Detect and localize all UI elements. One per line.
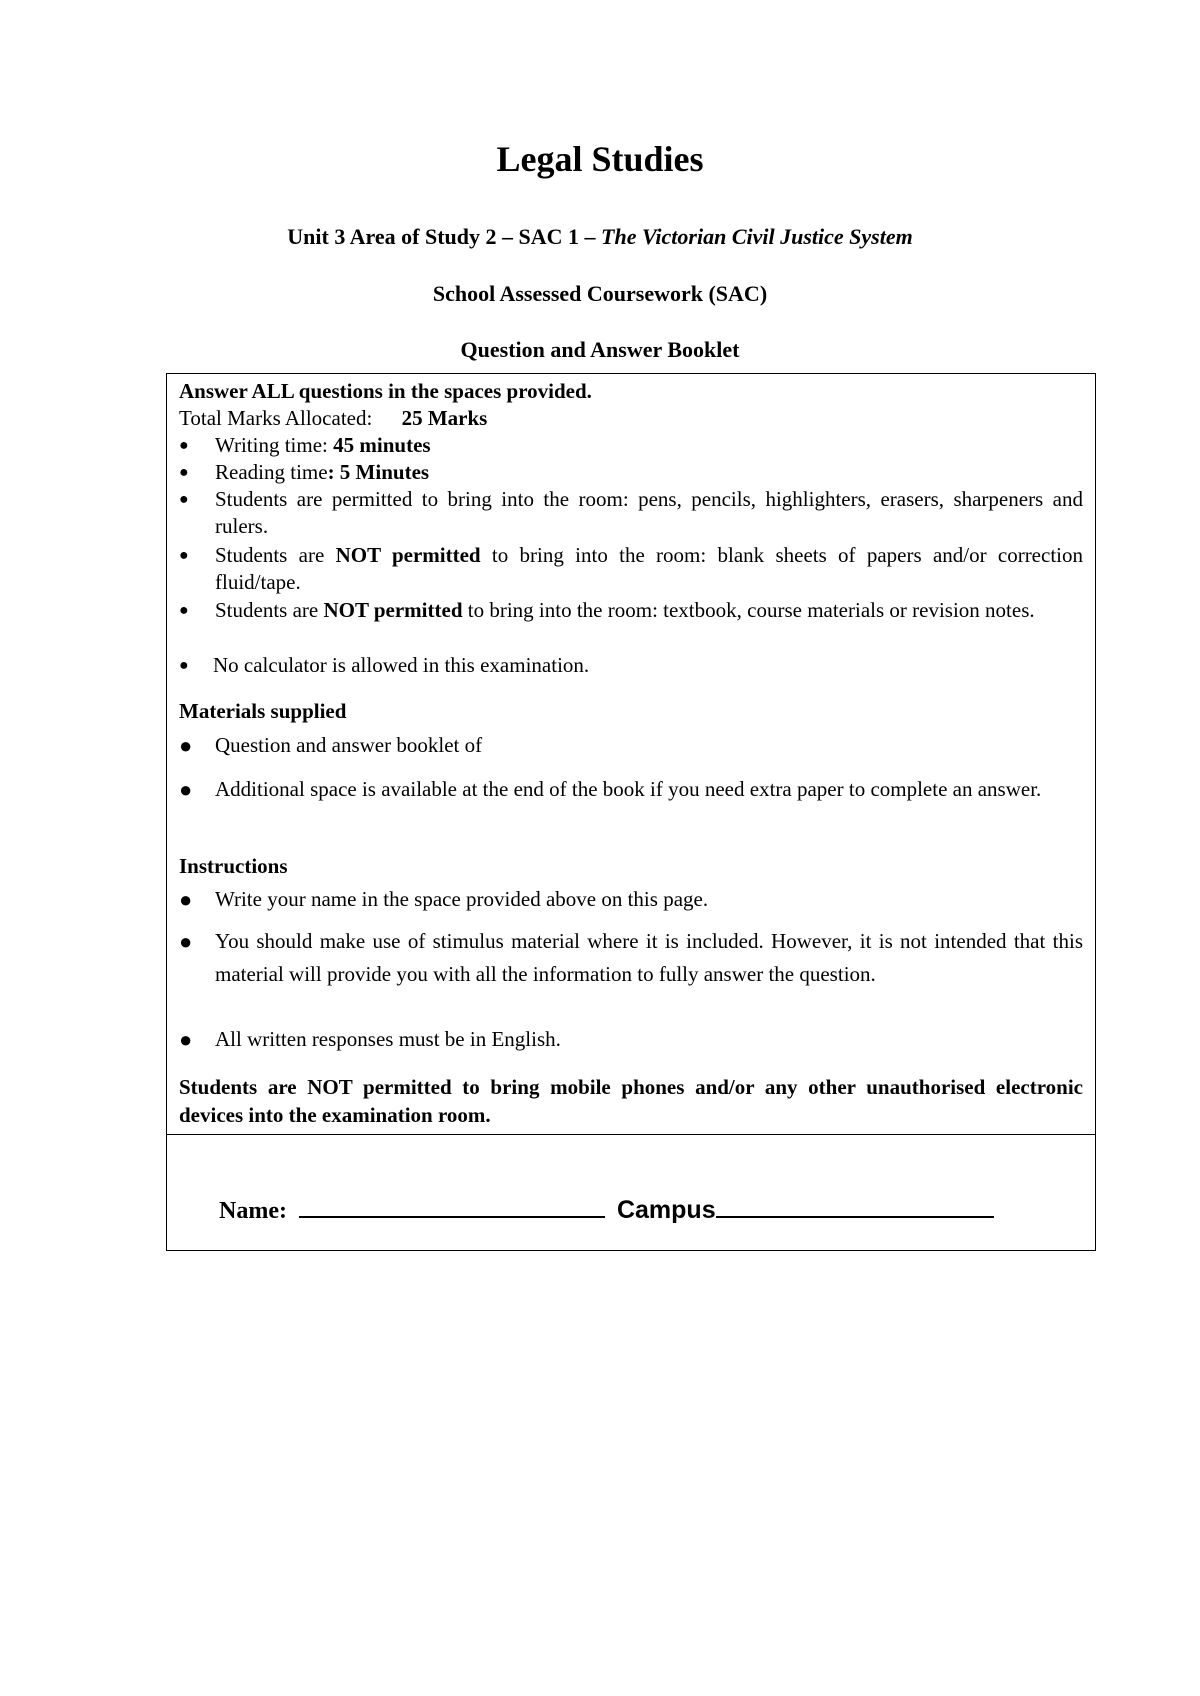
instructions-item: [179, 886, 1083, 913]
marks-line: [179, 404, 1083, 432]
instructions-heading: Instructions: [179, 854, 288, 878]
permitted-text: Students are permitted to bring into the room: pens, pencils, highlighters, erasers, sharpeners and rulers.: [215, 487, 1083, 538]
coursework-label: School Assessed Coursework (SAC): [432, 281, 768, 306]
bullet-icon: ●: [179, 547, 189, 564]
subtitle-text: Unit 3 Area of Study 2 – SAC 1 –: [287, 224, 602, 249]
not1-bold: NOT permitted: [335, 543, 481, 567]
instructions-section: [167, 374, 1095, 1135]
instructions-item: [179, 1026, 1083, 1053]
writing-value: 45 minutes: [333, 433, 431, 457]
materials-item-text: Question and answer booklet of: [215, 733, 483, 757]
name-field[interactable]: [299, 1194, 605, 1218]
marks-value: 25 Marks: [401, 406, 488, 430]
bullet-icon: ●: [179, 464, 189, 481]
not2-pre: Students are: [215, 598, 324, 622]
name-label: Name:: [219, 1198, 287, 1224]
materials-item: [179, 772, 1083, 807]
bullet-icon: ●: [179, 777, 193, 802]
intro-text: Answer ALL questions in the spaces provided.: [179, 379, 592, 403]
campus-label: Campus: [616, 1196, 716, 1224]
rule-writing-time: [179, 432, 1083, 459]
campus-field[interactable]: [716, 1194, 994, 1218]
rule-calculator: [179, 652, 1083, 679]
mobile-phone-warning: Students are NOT permitted to bring mobile phones and/or any other unauthorised electronic devices into the examination room.: [179, 1075, 1083, 1127]
rule-permitted-items: [179, 486, 1083, 540]
document-subtitle: [0, 224, 1200, 250]
instructions-item-text: You should make use of stimulus material where it is included. However, it is not intended that this material will provide you with all the information to fully answer the question.: [215, 929, 1083, 986]
booklet-label: Question and Answer Booklet: [460, 337, 740, 362]
instructions-item: [179, 925, 1083, 991]
bullet-icon: ●: [179, 491, 189, 508]
not2-bold: NOT permitted: [323, 598, 463, 622]
instructions-box: [166, 373, 1096, 1251]
rule-reading-time: [179, 459, 1083, 486]
marks-label: Total Marks Allocated:: [179, 406, 373, 430]
bullet-icon: ●: [179, 733, 193, 758]
name-campus-row: [219, 1194, 994, 1225]
rule-not-permitted-paper: [179, 542, 1083, 596]
bullet-icon: ●: [179, 1027, 193, 1052]
bullet-icon: ●: [179, 887, 193, 912]
reading-value: : 5 Minutes: [327, 460, 430, 484]
bullet-icon: ●: [179, 657, 189, 674]
bullet-icon: ●: [179, 929, 193, 954]
writing-label: Writing time:: [215, 433, 334, 457]
not1-post: to bring into the room: blank sheets of papers and/or correction fluid/tape.: [215, 543, 1083, 594]
reading-label: Reading time: [215, 460, 328, 484]
bullet-icon: ●: [179, 602, 189, 619]
instructions-item-text: Write your name in the space provided above on this page.: [215, 887, 709, 911]
bullet-icon: ●: [179, 437, 189, 454]
document-title: Legal Studies: [496, 139, 704, 179]
rule-not-permitted-notes: [179, 597, 1083, 624]
materials-heading: Materials supplied: [179, 699, 347, 723]
materials-item-text: Additional space is available at the end of the book if you need extra paper to complete an answer.: [215, 777, 1042, 801]
instructions-item-text: All written responses must be in English.: [215, 1027, 561, 1051]
not1-pre: Students are: [215, 543, 336, 567]
materials-item: [179, 732, 1083, 759]
not2-post: to bring into the room: textbook, course materials or revision notes.: [462, 598, 1035, 622]
subtitle-italic: The Victorian Civil Justice System: [601, 224, 913, 249]
calculator-text: No calculator is allowed in this examination.: [213, 653, 590, 677]
